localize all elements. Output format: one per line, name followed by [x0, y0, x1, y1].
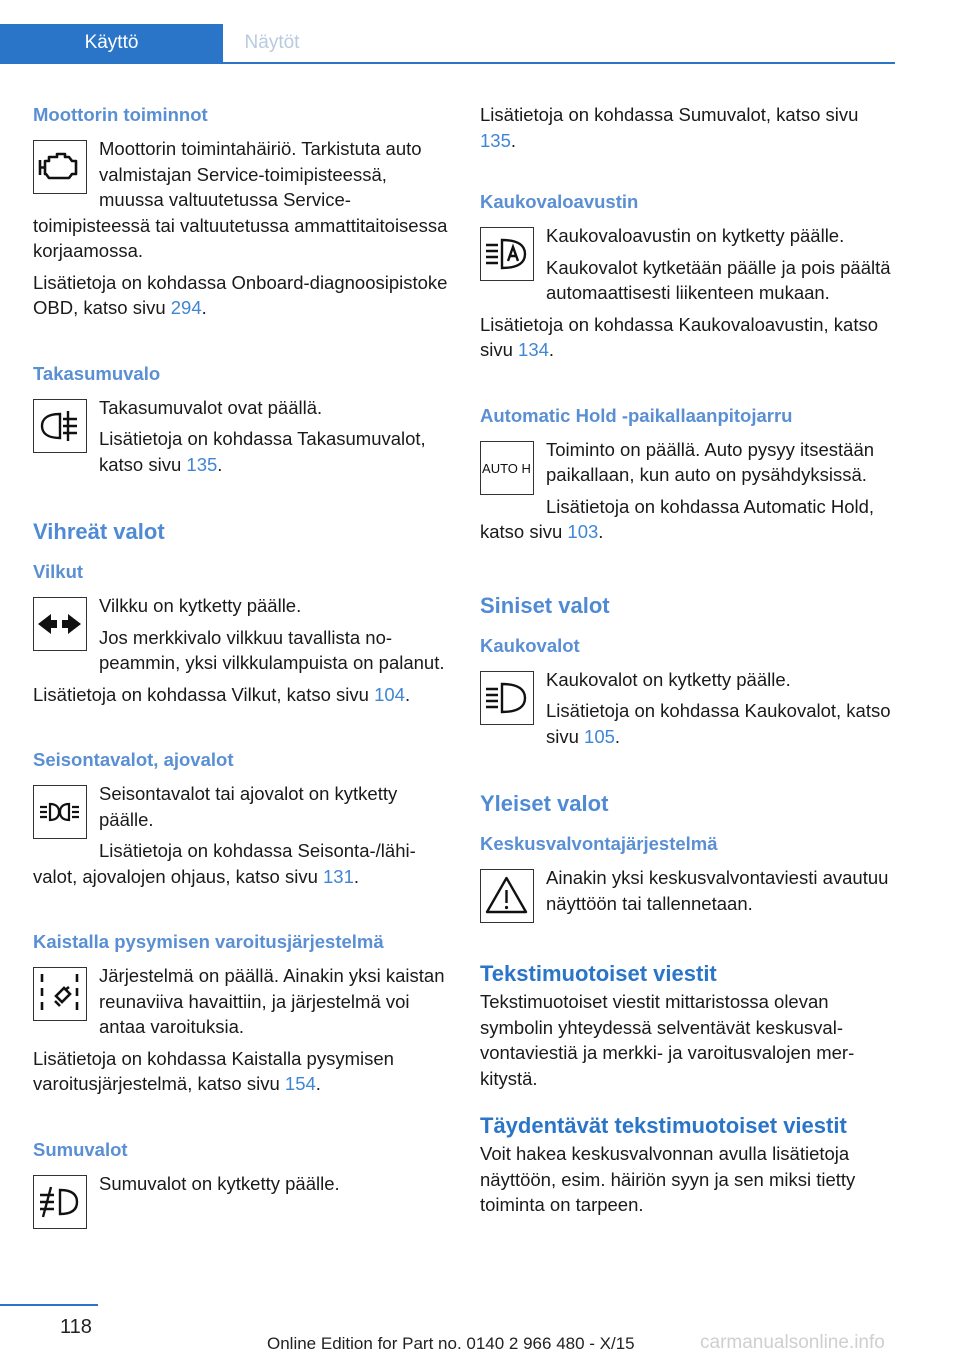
high-beam-assist-heading: Kaukovaloavustin — [480, 191, 639, 212]
section-high-beam — [480, 633, 898, 756]
auto-hold-heading: Automatic Hold -paikallaanpitojarru — [480, 404, 793, 426]
section-auto-hold — [480, 403, 898, 551]
rear-fog-heading: Takasumuvalo — [33, 362, 161, 384]
section-additional-messages — [480, 1111, 898, 1224]
turn-signals-text: Vilkku on kytketty päälle. — [99, 595, 302, 616]
lane-departure-heading: Kaistalla pysymisen varoitusjärjestelmä — [33, 931, 384, 952]
auto-hold-ref: Lisätietoja on kohdassa Automatic Hold, katso sivu 103. — [480, 495, 875, 542]
engine-icon — [33, 140, 87, 194]
page-link-131[interactable]: 131 — [323, 865, 354, 887]
lane-departure-text: Järjestelmä on päällä. Ainakin yksi kaistan reunaviiva havaittiin, ja järjestelmä voi antaa varoituksia. — [99, 965, 445, 1037]
fog-lights-heading: Sumuvalot — [33, 1138, 128, 1160]
parking-lights-icon — [33, 785, 87, 839]
section-check-control — [480, 831, 898, 929]
check-control-text: Ainakin yksi keskusvalvontaviesti avautuu näyttöön tai tallennetaan. — [546, 867, 889, 914]
lane-departure-ref: Lisätietoja on kohdassa Kaistalla pysymisen varoitusjärjestelmä, katso sivu 154. — [33, 1047, 394, 1094]
turn-signal-arrows-icon — [33, 597, 87, 651]
auto-hold-text: Toiminto on päällä. Auto pysyy itsestään paikallaan, kun auto on pysähdyksissä. — [546, 438, 875, 485]
page-link-294[interactable]: 294 — [170, 297, 202, 318]
section-high-beam-assist — [480, 189, 898, 369]
section-text-messages — [480, 959, 898, 1097]
watermark: carmanualsonline.info — [700, 1332, 885, 1353]
blue-lights-heading: Siniset valot — [480, 592, 610, 618]
header-tab-bar — [0, 24, 895, 64]
page-number: 118 — [60, 1316, 92, 1338]
page-link-105[interactable]: 105 — [584, 725, 615, 747]
right-column — [480, 102, 898, 1224]
page-link-135b[interactable]: 135 — [480, 129, 511, 151]
general-lights-heading: Yleiset valot — [480, 791, 609, 816]
left-column — [33, 102, 451, 1235]
turn-signals-heading: Vilkut — [33, 561, 84, 582]
page-link-103[interactable]: 103 — [567, 521, 599, 542]
rear-fog-light-icon — [33, 399, 87, 453]
engine-heading: Moottorin toiminnot — [33, 104, 208, 125]
page-link-134[interactable]: 134 — [518, 339, 549, 360]
rear-fog-text: Takasumuvalot ovat päällä. — [99, 396, 323, 418]
high-beam-text: Kaukovalot on kytketty päälle. — [546, 668, 791, 690]
additional-messages-text: Voit hakea keskusvalvonnan avulla lisätietoja näyttöön, esim. häiriön syyn ja sen miksi tietty toiminta on tarpeen. — [480, 1143, 856, 1215]
green-lights-heading: Vihreät valot — [33, 519, 165, 544]
lane-departure-icon — [33, 967, 87, 1021]
section-turn-signals — [33, 559, 451, 713]
section-lane-departure — [33, 929, 451, 1103]
svg-text:AUTO H: AUTO H — [482, 460, 531, 476]
text-messages-heading: Tekstimuotoiset viestit — [480, 961, 717, 986]
rear-fog-ref: Lisätietoja on kohdassa Takasumuvalot, katso sivu 135. — [99, 428, 426, 475]
parking-lights-ref: Lisätietoja on kohdassa Seisonta-/lähivalot, ajovalojen ohjaus, katso sivu 131. — [33, 840, 416, 887]
front-fog-light-icon — [33, 1175, 87, 1229]
fog-lights-ref: Lisätietoja on kohdassa Sumuvalot, katso sivu 135. — [480, 104, 859, 151]
check-control-heading: Keskusvalvontajärjestelmä — [480, 833, 718, 854]
auto-hold-icon — [480, 441, 534, 495]
page-link-135[interactable]: 135 — [186, 453, 218, 475]
high-beam-assist-ref: Lisätietoja on kohdassa Kaukovaloavustin, katso sivu 134. — [480, 313, 879, 360]
engine-text: Moottorin toimintahäiriö. Tarkistuta auto valmistajan Service-toimipisteessä, muussa valtuutetussa Service-toimipisteessä tai valtuutetussa ammattitaitoisessa korjaamossa. — [33, 138, 448, 261]
parking-lights-text: Seisontavalot tai ajovalot on kytketty päälle. — [99, 783, 398, 830]
tab-kaytto[interactable]: Käyttö — [0, 24, 223, 62]
high-beam-heading: Kaukovalot — [480, 634, 580, 656]
turn-signals-note: Jos merkkivalo vilkkuu tavallista nopeammin, yksi vilkkulampuista on palanut. — [99, 626, 445, 673]
high-beam-assist-icon — [480, 227, 534, 281]
section-parking-lights — [33, 747, 451, 895]
high-beam-icon — [480, 671, 534, 725]
turn-signals-ref: Lisätietoja on kohdassa Vilkut, katso sivu 104. — [33, 683, 411, 705]
high-beam-assist-note: Kaukovalot kytketään päälle ja pois päältä automaattisesti liikenteen mukaan. — [546, 256, 891, 303]
high-beam-ref: Lisätietoja on kohdassa Kaukovalot, katso sivu 105. — [546, 700, 891, 747]
section-rear-fog — [33, 361, 451, 484]
additional-messages-heading: Täydentävät tekstimuotoiset viestit — [480, 1113, 847, 1138]
fog-lights-text: Sumuvalot on kytketty päälle. — [99, 1172, 340, 1194]
page-link-104[interactable]: 104 — [374, 683, 405, 705]
parking-lights-heading: Seisontavalot, ajovalot — [33, 749, 234, 770]
fog-lights-ref-block — [480, 102, 898, 159]
section-fog-lights — [33, 1137, 451, 1235]
edition-text: Online Edition for Part no. 0140 2 966 480 - X/15 — [267, 1334, 635, 1353]
tab-naytot[interactable]: Näytöt — [244, 32, 300, 53]
section-engine — [33, 102, 451, 327]
footer-divider — [0, 1304, 98, 1306]
text-messages-text: Tekstimuotoiset viestit mittaristossa olevan symbolin yhteydessä selventävät keskusvalvontaviestiä ja merkki- ja varoitusvalojen merkitystä. — [480, 991, 855, 1089]
page-link-154[interactable]: 154 — [284, 1073, 316, 1094]
warning-triangle-icon — [480, 869, 534, 923]
engine-ref: Lisätietoja on kohdassa Onboard-diagnoosipistoke OBD, katso sivu 294. — [33, 271, 448, 318]
high-beam-assist-text: Kaukovaloavustin on kytketty päälle. — [546, 225, 845, 246]
